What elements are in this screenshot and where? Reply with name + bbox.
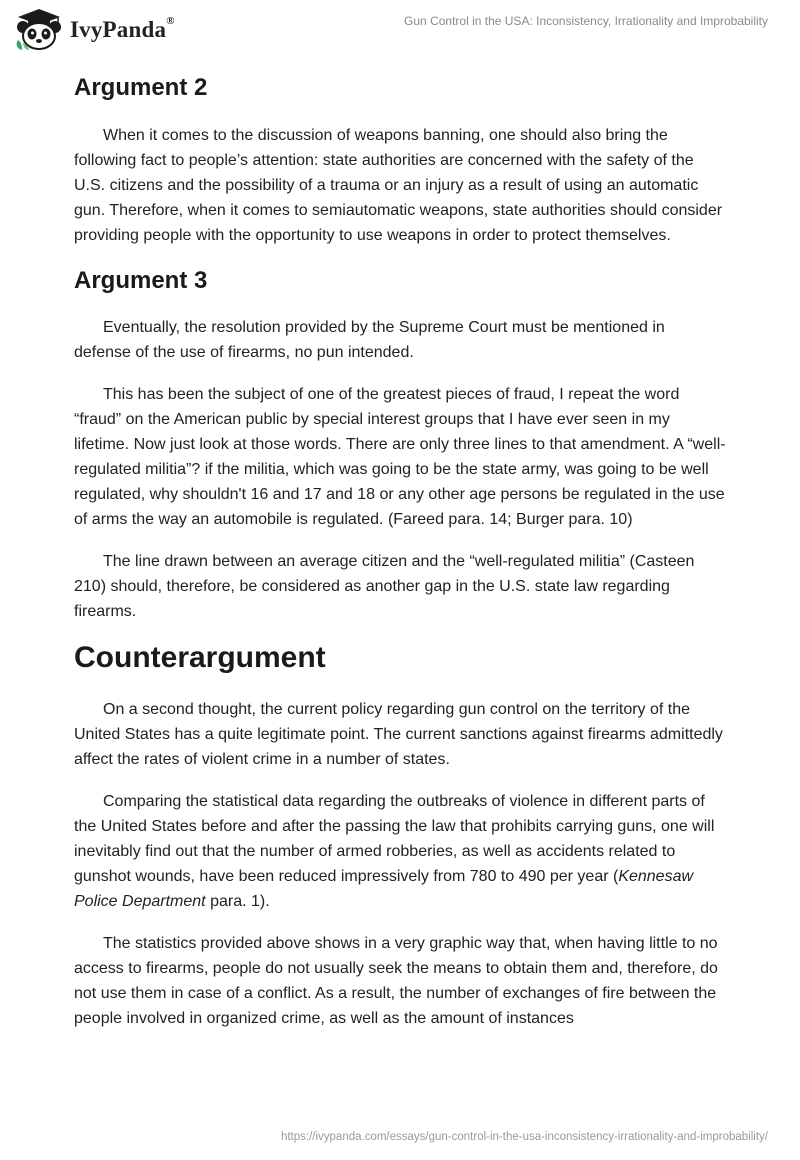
citation-italic: Kennesaw Police Department (74, 868, 694, 910)
essay-content (74, 70, 726, 1031)
paragraph-argument-2: When it comes to the discussion of weapons banning, one should also bring the following fact to people’s attention: state authorities are concerned with the safety of the U.S. citizens and the possibility of a trauma or an injury as a result of using an automatic gun. Therefore, when it comes to semiautomatic weapons, state authorities should consider providing people with the opportunity to use weapons in order to protect themselves. (74, 127, 723, 244)
source-url[interactable]: https://ivypanda.com/essays/gun-control-in-the-usa-inconsistency-irrationality-and-improbability/ (280, 1131, 768, 1143)
paragraph-counterargument-1: On a second thought, the current policy regarding gun control on the territory of the United States has a quite legitimate point. The current sanctions against firearms admittedly affect the rates of violent crime in a number of states. (74, 701, 723, 768)
panda-logo-icon (14, 8, 64, 52)
heading-argument-3: Argument 3 (74, 267, 208, 294)
brand-name: IvyPanda® (70, 15, 175, 42)
heading-counterargument: Counterargument (74, 641, 326, 674)
paragraph-counterargument-3: The statistics provided above shows in a very graphic way that, when having little to no access to firearms, people do not usually seek the means to obtain them and, therefore, do not use them in case of a conflict. As a result, the number of exchanges of fire between the people involved in organized crime, as well as the amount of instances (74, 935, 718, 1027)
paragraph-counterargument-2: Comparing the statistical data regarding the outbreaks of violence in different parts of the United States before and after the passing the law that prohibits carrying guns, one will inevitably find out that the number of armed robberies, as well as accidents related to gunshot wounds, have been reduced impressively from 780 to 490 per year (Kennesaw Police Department para. 1). (74, 793, 715, 910)
paragraph-argument-3-intro: Eventually, the resolution provided by the Supreme Court must be mentioned in defense of the use of firearms, no pun intended. (74, 319, 665, 361)
document-title: Gun Control in the USA: Inconsistency, Irrationality and Improbability (404, 14, 768, 28)
ivypanda-logo[interactable] (14, 8, 175, 52)
paragraph-argument-3-conclusion: The line drawn between an average citizen and the “well-regulated militia” (Casteen 210) should, therefore, be considered as another gap in the U.S. state law regarding firearms. (74, 553, 695, 620)
heading-argument-2: Argument 2 (74, 74, 208, 101)
page-header (0, 0, 800, 62)
paragraph-argument-3-quote: This has been the subject of one of the greatest pieces of fraud, I repeat the word “fraud” on the American public by special interest groups that I have ever seen in my lifetime. Now just look at those words. There are only three lines to that amendment. A “well-regulated militia”? if the militia, which was going to be the state army, was going to be well regulated, why shouldn't 16 and 17 and 18 or any other age persons be regulated in the use of arms the way an automobile is regulated. (Fareed para. 14; Burger para. 10) (74, 386, 726, 528)
